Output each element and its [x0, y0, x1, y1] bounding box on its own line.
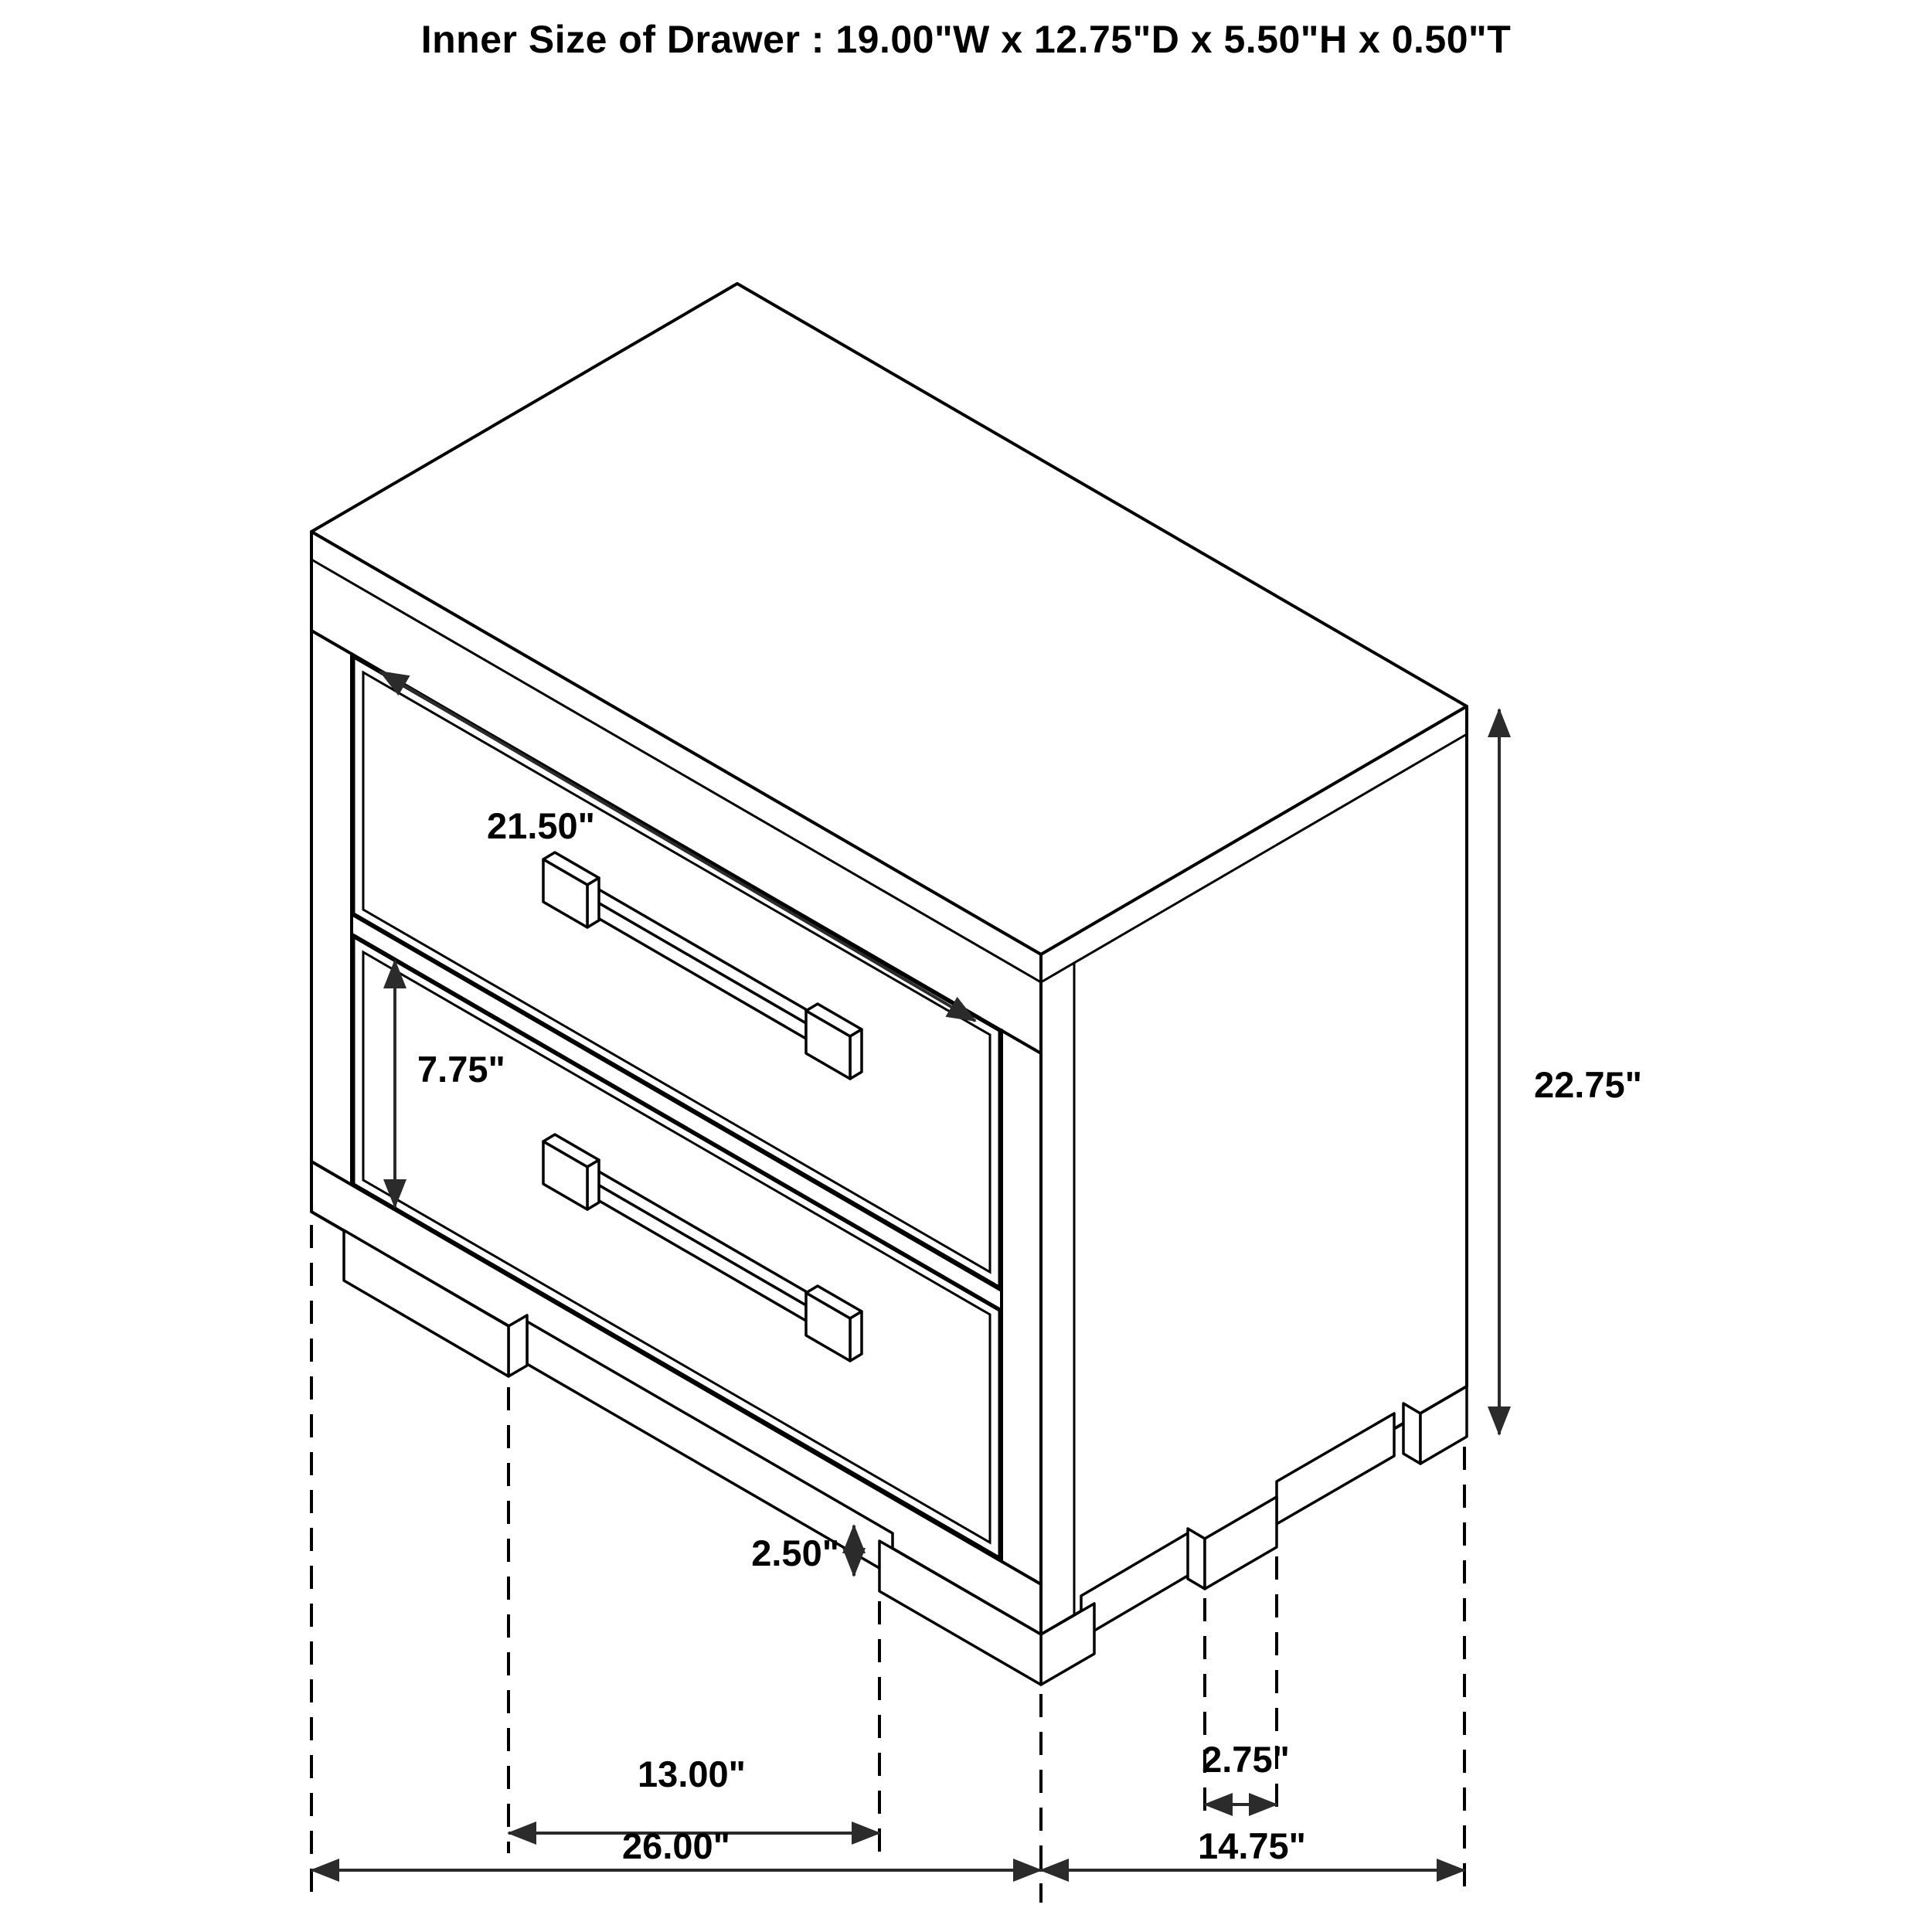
- dim-front-leg-spacing: [509, 1753, 879, 1833]
- handle-right-post-side: [850, 1029, 862, 1079]
- dim-base-height: [751, 1526, 854, 1576]
- dim-label-side-leg-width: 2.75": [1202, 1739, 1290, 1780]
- dim-overall-width: [311, 1825, 1041, 1870]
- dim-label-front-leg-spacing: 13.00": [638, 1753, 746, 1794]
- dim-label-overall-width: 26.00": [622, 1825, 730, 1866]
- page-title: Inner Size of Drawer : 19.00"W x 12.75"D x 5.50"H x 0.50"T: [420, 18, 1512, 61]
- dim-label-lower-drawer-height: 7.75": [417, 1049, 505, 1090]
- handle-left-post-side: [587, 878, 599, 927]
- dim-label-overall-depth: 14.75": [1198, 1825, 1306, 1866]
- dim-overall-height: [1499, 709, 1642, 1434]
- side-back-leg-front: [1403, 1403, 1420, 1464]
- handle-left-post-side: [587, 1160, 599, 1209]
- dim-label-drawer-width: 21.50": [487, 805, 595, 846]
- side-near-leg-front: [1188, 1529, 1205, 1589]
- front-left-leg-side: [509, 1315, 527, 1376]
- dim-overall-depth: [1041, 1825, 1464, 1870]
- dim-label-overall-height: 22.75": [1534, 1064, 1642, 1105]
- handle-right-post-side: [850, 1311, 862, 1361]
- dim-label-base-height: 2.50": [751, 1532, 839, 1573]
- cabinet-body: [311, 284, 1467, 1685]
